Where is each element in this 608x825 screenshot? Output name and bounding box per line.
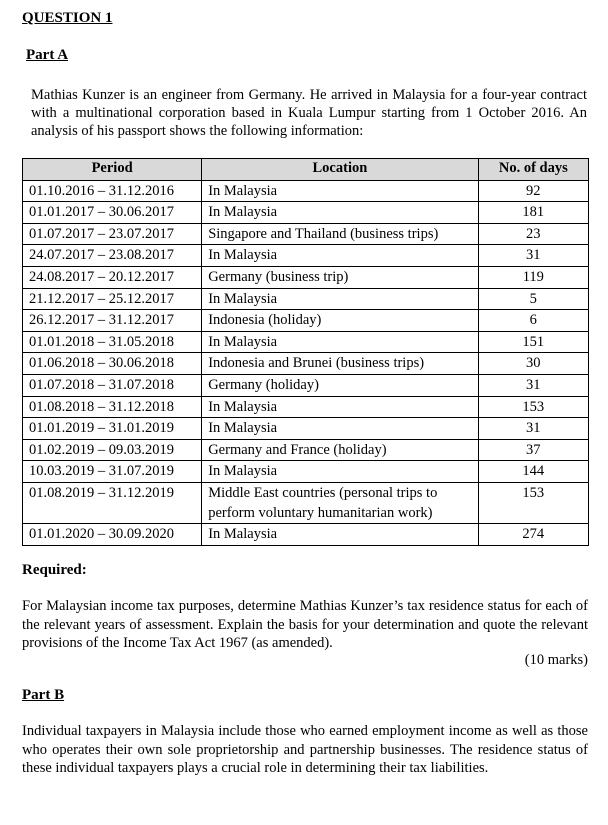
passport-days-table bbox=[22, 158, 589, 546]
marks-label: (10 marks) bbox=[524, 652, 588, 668]
days-cell: 144 bbox=[478, 461, 588, 483]
location-cell: In Malaysia bbox=[202, 396, 478, 418]
location-cell: Germany and France (holiday) bbox=[202, 439, 478, 461]
table-row bbox=[23, 245, 589, 267]
table-row bbox=[23, 223, 589, 245]
days-cell: 274 bbox=[478, 523, 588, 545]
header-location: Location bbox=[202, 159, 478, 181]
days-cell: 31 bbox=[478, 374, 588, 396]
table-row bbox=[23, 374, 589, 396]
days-cell: 153 bbox=[478, 396, 588, 418]
location-cell: Middle East countries (personal trips to perform voluntary humanitarian work) bbox=[202, 482, 478, 523]
table-row bbox=[23, 353, 589, 375]
period-cell: 01.01.2017 – 30.06.2017 bbox=[23, 202, 202, 224]
days-cell: 23 bbox=[478, 223, 588, 245]
table-row bbox=[23, 202, 589, 224]
table-row bbox=[23, 523, 589, 545]
days-cell: 151 bbox=[478, 331, 588, 353]
part-a-heading: Part A bbox=[26, 47, 69, 63]
location-cell: In Malaysia bbox=[202, 180, 478, 202]
table-row bbox=[23, 331, 589, 353]
location-cell: Indonesia (holiday) bbox=[202, 310, 478, 332]
table-row bbox=[23, 288, 589, 310]
period-cell: 01.02.2019 – 09.03.2019 bbox=[23, 439, 202, 461]
days-cell: 92 bbox=[478, 180, 588, 202]
days-cell: 31 bbox=[478, 418, 588, 440]
period-cell: 01.08.2019 – 31.12.2019 bbox=[23, 482, 202, 523]
location-cell: Germany (holiday) bbox=[202, 374, 478, 396]
period-cell: 24.08.2017 – 20.12.2017 bbox=[23, 266, 202, 288]
part-b-heading: Part B bbox=[22, 687, 65, 703]
location-cell: In Malaysia bbox=[202, 523, 478, 545]
part-b-text: Individual taxpayers in Malaysia include those who earned employment income as well as those who operates their own sole proprietorship and partnership businesses. The residence status of these individual taxpayers plays a crucial role in determining their tax liabilities. bbox=[22, 723, 588, 776]
days-cell: 181 bbox=[478, 202, 588, 224]
header-days: No. of days bbox=[478, 159, 588, 181]
table-row bbox=[23, 266, 589, 288]
days-cell: 31 bbox=[478, 245, 588, 267]
period-cell: 21.12.2017 – 25.12.2017 bbox=[23, 288, 202, 310]
period-cell: 26.12.2017 – 31.12.2017 bbox=[23, 310, 202, 332]
period-cell: 01.08.2018 – 31.12.2018 bbox=[23, 396, 202, 418]
required-label: Required: bbox=[22, 562, 87, 578]
required-text: For Malaysian income tax purposes, determine Mathias Kunzer’s tax residence status for each of the relevant years of assessment. Explain the basis for your determination and quote the relevant provisions of the Income Tax Act 1967 (as amended). bbox=[22, 598, 588, 651]
part-a-intro: Mathias Kunzer is an engineer from Germany. He arrived in Malaysia for a four-year contract with a multinational corporation based in Kuala Lumpur starting from 1 October 2016. An analysis of his passport shows the following information: bbox=[31, 87, 587, 139]
location-cell: In Malaysia bbox=[202, 331, 478, 353]
location-cell: In Malaysia bbox=[202, 245, 478, 267]
table-row bbox=[23, 396, 589, 418]
location-cell: In Malaysia bbox=[202, 418, 478, 440]
table-row bbox=[23, 461, 589, 483]
table-row bbox=[23, 439, 589, 461]
period-cell: 01.01.2018 – 31.05.2018 bbox=[23, 331, 202, 353]
period-cell: 01.07.2017 – 23.07.2017 bbox=[23, 223, 202, 245]
table-row bbox=[23, 418, 589, 440]
table-header-row bbox=[23, 159, 589, 181]
question-title: QUESTION 1 bbox=[22, 10, 113, 26]
location-cell: In Malaysia bbox=[202, 288, 478, 310]
location-cell: Indonesia and Brunei (business trips) bbox=[202, 353, 478, 375]
period-cell: 01.01.2019 – 31.01.2019 bbox=[23, 418, 202, 440]
period-cell: 01.07.2018 – 31.07.2018 bbox=[23, 374, 202, 396]
location-cell: Singapore and Thailand (business trips) bbox=[202, 223, 478, 245]
table-row bbox=[23, 310, 589, 332]
table-row bbox=[23, 180, 589, 202]
days-cell: 153 bbox=[478, 482, 588, 523]
period-cell: 01.01.2020 – 30.09.2020 bbox=[23, 523, 202, 545]
days-cell: 119 bbox=[478, 266, 588, 288]
period-cell: 01.06.2018 – 30.06.2018 bbox=[23, 353, 202, 375]
days-cell: 5 bbox=[478, 288, 588, 310]
location-cell: In Malaysia bbox=[202, 202, 478, 224]
location-cell: Germany (business trip) bbox=[202, 266, 478, 288]
days-cell: 30 bbox=[478, 353, 588, 375]
table-row bbox=[23, 482, 589, 523]
period-cell: 10.03.2019 – 31.07.2019 bbox=[23, 461, 202, 483]
period-cell: 24.07.2017 – 23.08.2017 bbox=[23, 245, 202, 267]
days-cell: 6 bbox=[478, 310, 588, 332]
days-cell: 37 bbox=[478, 439, 588, 461]
location-cell: In Malaysia bbox=[202, 461, 478, 483]
period-cell: 01.10.2016 – 31.12.2016 bbox=[23, 180, 202, 202]
header-period: Period bbox=[23, 159, 202, 181]
